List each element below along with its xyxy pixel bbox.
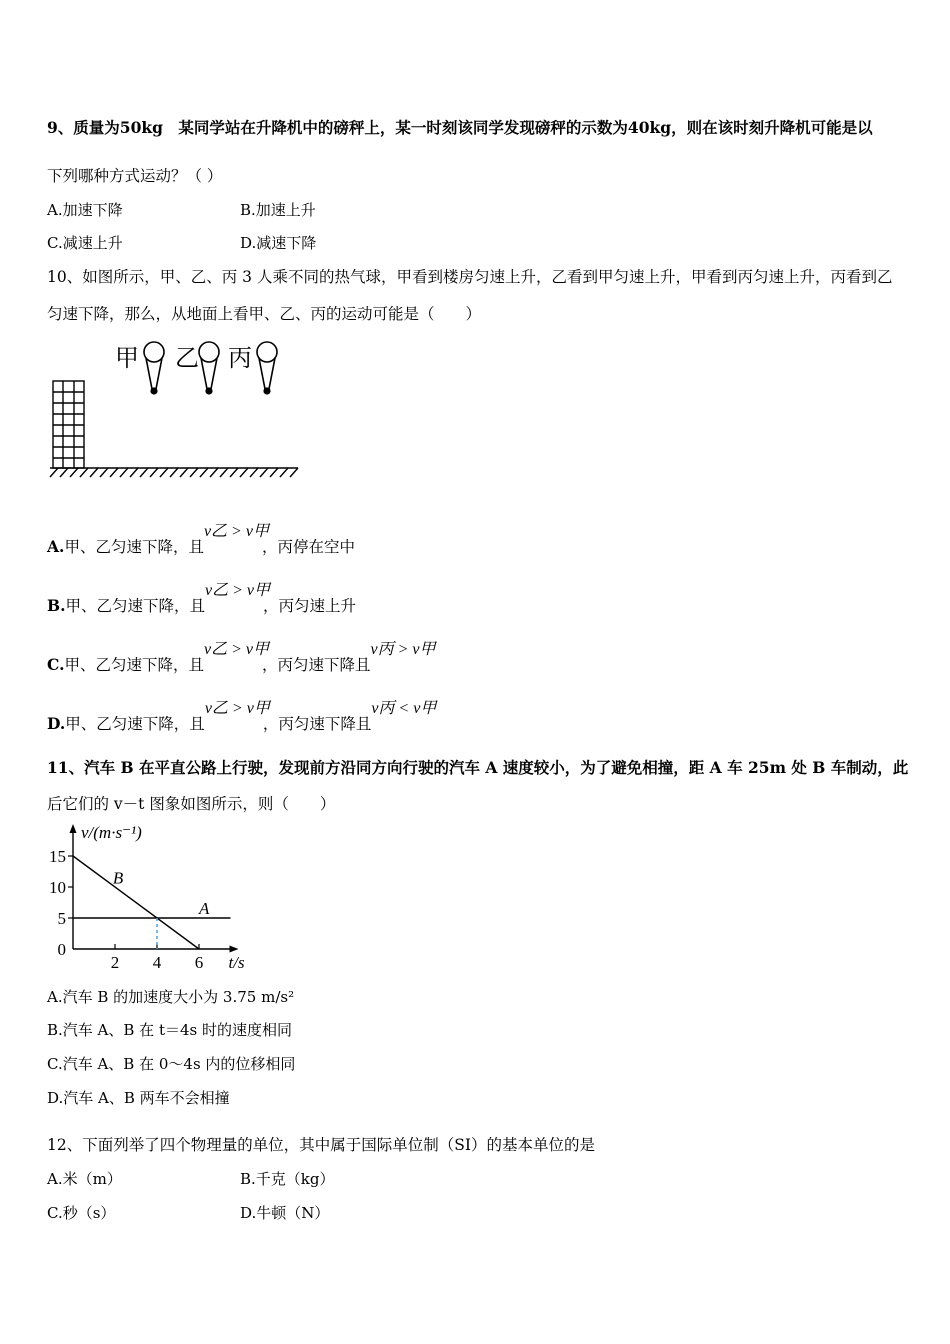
series-line-B xyxy=(73,856,199,949)
q10-stem-line1: 10、如图所示，甲、乙、丙 3 人乘不同的热气球，甲看到楼房匀速上升，乙看到甲匀速上升，甲看到丙匀速上升，丙看到乙 xyxy=(47,268,893,286)
q11-stem-line1: 11、汽车 B 在平直公路上行驶，发现前方沿同方向行驶的汽车 A 速度较小，为了避免相撞，距 A 车 25m 处 B 车制动，此 xyxy=(47,758,909,777)
vt-chart xyxy=(40,822,280,977)
x-axis-label: t/s xyxy=(228,953,245,972)
q12-stem: 12、下面列举了四个物理量的单位，其中属于国际单位制（SI）的基本单位的是 xyxy=(47,1136,595,1154)
figure-label-jia: 甲 xyxy=(115,346,139,372)
balloon-figure xyxy=(40,335,310,485)
q12-option-d: D.牛顿（N） xyxy=(240,1204,330,1222)
q11-option-c: C.汽车 A、B 在 0～4s 内的位移相同 xyxy=(47,1055,296,1073)
q9-option-c: C.减速上升 xyxy=(47,234,123,252)
q11-option-d: D.汽车 A、B 两车不会相撞 xyxy=(47,1089,230,1107)
q9-option-a: A.加速下降 xyxy=(47,201,123,219)
q9-option-d: D.减速下降 xyxy=(240,234,317,252)
y-tick-label: 5 xyxy=(57,909,66,928)
x-axis-arrow xyxy=(230,946,239,953)
series-label-A: A xyxy=(199,899,210,918)
q10-option-d: D.甲、乙匀速下降，且 v乙 > v甲 ，丙匀速下降且 v丙 < v甲 xyxy=(47,700,437,733)
x-tick-label: 4 xyxy=(152,953,162,972)
q12-option-a: A.米（m） xyxy=(47,1170,122,1188)
balloon-jia xyxy=(144,342,164,394)
q10-stem-line2: 匀速下降，那么，从地面上看甲、乙、丙的运动可能是（ ） xyxy=(47,305,482,323)
q9-stem-line1: 9、质量为50kg 某同学站在升降机中的磅秤上，某一时刻该同学发现磅秤的示数为40kg，则在该时刻升降机可能是以 xyxy=(47,118,873,137)
q12-option-c: C.秒（s） xyxy=(47,1204,116,1222)
x-tick-label: 2 xyxy=(110,953,120,972)
y-tick-label: 15 xyxy=(49,847,66,866)
q9-stem-line2: 下列哪种方式运动？（ ） xyxy=(47,167,223,185)
q11-option-b: B.汽车 A、B 在 t＝4s 时的速度相同 xyxy=(47,1021,292,1039)
q12-option-b: B.千克（kg） xyxy=(240,1170,335,1188)
q11-stem-line2: 后它们的 v－t 图象如图所示，则（ ） xyxy=(47,795,336,813)
q9-option-b: B.加速上升 xyxy=(240,201,316,219)
series-label-B: B xyxy=(112,868,124,888)
q10-option-c: C.甲、乙匀速下降，且 v乙 > v甲 ，丙匀速下降且 v丙 > v甲 xyxy=(47,641,436,674)
y-axis-label: v/(m·s⁻¹) xyxy=(81,823,142,842)
y-tick-label: 10 xyxy=(49,878,66,897)
balloon-yi xyxy=(199,342,219,394)
x-tick-label: 6 xyxy=(194,953,204,972)
balloon-bing xyxy=(257,342,277,394)
q10-option-b: B.甲、乙匀速下降，且 v乙 > v甲 ，丙匀速上升 xyxy=(47,582,357,615)
y-tick-label: 0 xyxy=(57,940,66,959)
ground xyxy=(50,468,298,477)
figure-label-yi: 乙 xyxy=(175,346,199,372)
q10-option-a: A.甲、乙匀速下降，且 v乙 > v甲 ，丙停在空中 xyxy=(47,523,355,556)
figure-label-bing: 丙 xyxy=(228,346,252,372)
y-axis-arrow xyxy=(70,824,77,833)
q11-option-a: A.汽车 B 的加速度大小为 3.75 m/s² xyxy=(47,988,295,1006)
building xyxy=(53,381,84,468)
